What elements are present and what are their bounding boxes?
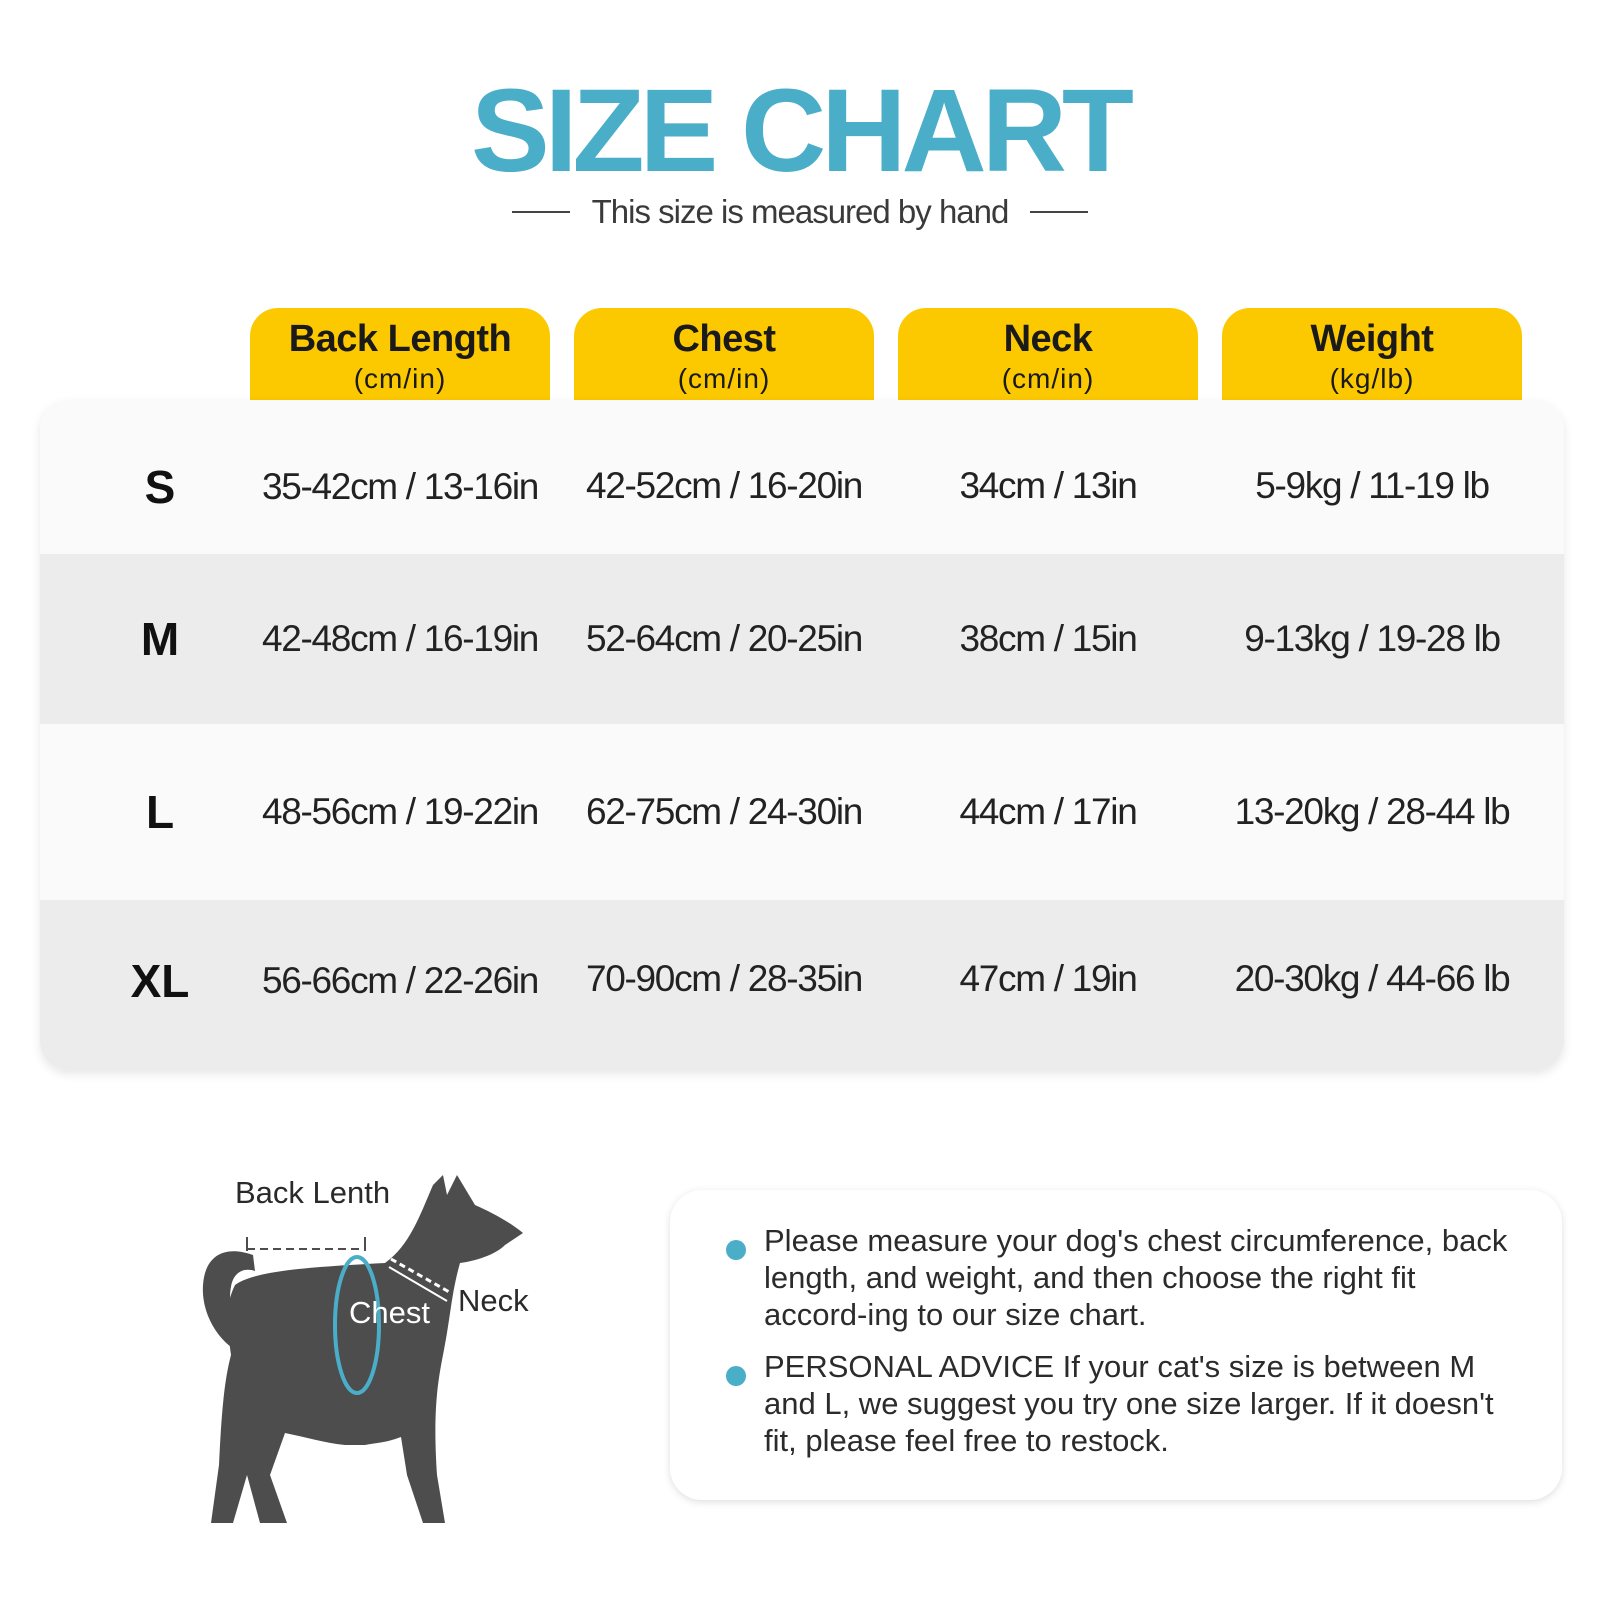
bullet-icon <box>726 1240 746 1260</box>
table-row-xl <box>40 900 1564 1070</box>
subtitle-divider-right <box>1030 211 1088 213</box>
column-header-neck <box>898 308 1198 404</box>
subtitle-divider-left <box>512 211 570 213</box>
neck-label: Neck <box>458 1283 529 1318</box>
weight-cell: 9-13kg / 19-28 lb <box>1244 618 1500 659</box>
weight-cell: 5-9kg / 11-19 lb <box>1255 465 1489 506</box>
chest-cell: 62-75cm / 24-30in <box>585 791 863 832</box>
column-header-chest <box>574 308 874 404</box>
back-length-label: Back Lenth <box>235 1175 391 1210</box>
weight-cell: 13-20kg / 28-44 lb <box>1234 791 1510 832</box>
column-header-unit: (kg/lb) <box>1329 363 1415 394</box>
column-header-unit: (cm/in) <box>1001 363 1095 394</box>
column-header-label: Back Length <box>288 318 512 360</box>
back-length-cell: 56-66cm / 22-26in <box>261 960 539 1001</box>
column-header-label: Chest <box>672 318 776 360</box>
tip-text: Please measure your dog's chest circumference, back length, and weight, and then choose the right fit accord-ing to our size chart. <box>764 1223 1508 1332</box>
size-table <box>40 400 1564 1070</box>
neck-cell: 47cm / 19in <box>959 958 1137 999</box>
chest-cell: 52-64cm / 20-25in <box>585 618 863 659</box>
column-header-back-length <box>250 308 550 404</box>
chest-cell: 70-90cm / 28-35in <box>585 958 863 999</box>
column-header-unit: (cm/in) <box>353 363 447 394</box>
dog-measurement-diagram <box>175 1175 575 1525</box>
weight-cell: 20-30kg / 44-66 lb <box>1234 958 1510 999</box>
back-length-cell: 48-56cm / 19-22in <box>261 791 539 832</box>
column-header-weight <box>1222 308 1522 404</box>
table-row-s <box>40 400 1564 554</box>
dog-silhouette-icon <box>175 1175 575 1525</box>
back-length-cell: 42-48cm / 16-19in <box>261 618 539 659</box>
neck-cell: 38cm / 15in <box>959 618 1137 659</box>
page-title: SIZE CHART <box>471 65 1129 197</box>
size-cell: XL <box>130 955 190 1007</box>
column-header-unit: (cm/in) <box>677 363 771 394</box>
chest-cell: 42-52cm / 16-20in <box>585 465 863 506</box>
advice-card <box>670 1190 1562 1500</box>
tip-text: PERSONAL ADVICE If your cat's size is between M and L, we suggest you try one size larger. If it doesn't fit, please feel free to restock. <box>764 1349 1494 1458</box>
size-cell: L <box>145 786 175 838</box>
chest-label: Chest <box>349 1295 430 1330</box>
column-header-label: Weight <box>1310 318 1434 360</box>
column-header-label: Neck <box>1003 318 1093 360</box>
bullet-icon <box>726 1366 746 1386</box>
subtitle-row <box>0 190 1600 234</box>
subtitle: This size is measured by hand <box>591 193 1009 230</box>
size-cell: M <box>140 613 180 665</box>
size-cell: S <box>144 461 176 513</box>
table-row-l <box>40 724 1564 900</box>
table-row-m <box>40 554 1564 724</box>
neck-cell: 34cm / 13in <box>959 465 1137 506</box>
neck-cell: 44cm / 17in <box>959 791 1137 832</box>
back-length-cell: 35-42cm / 13-16in <box>261 466 539 507</box>
